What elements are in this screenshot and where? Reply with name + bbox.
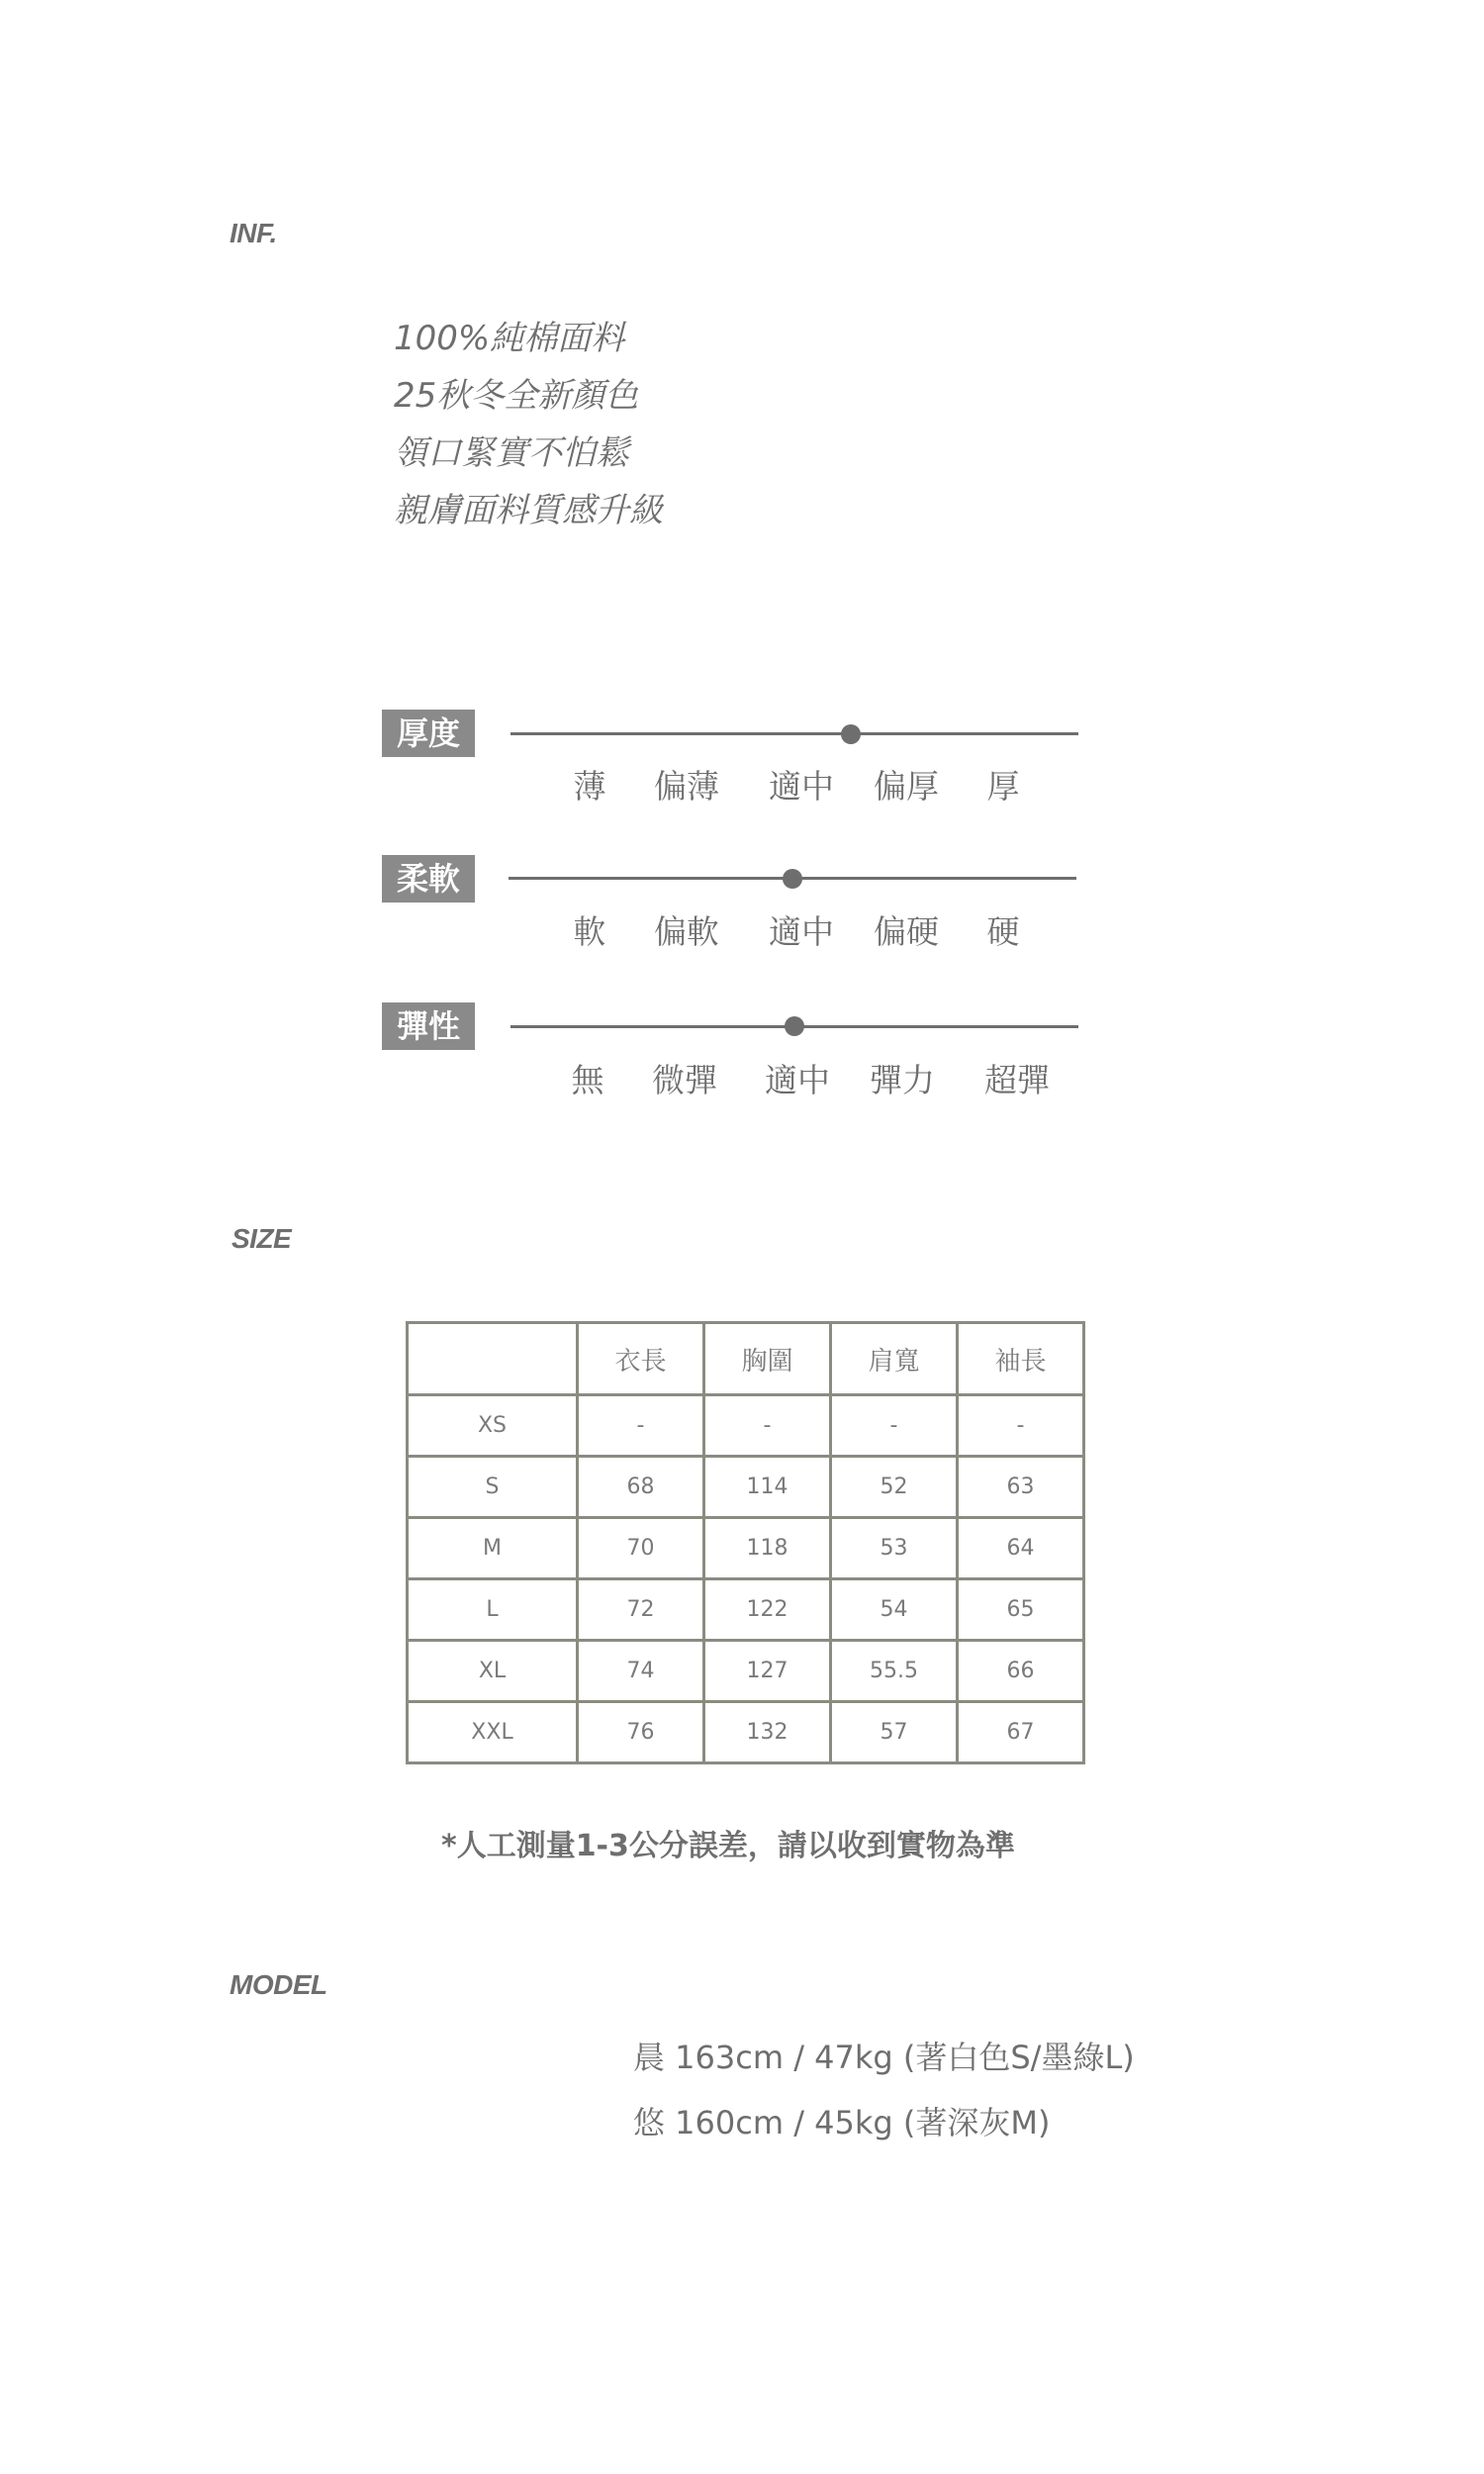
inf-feature-line: 100%純棉面料 [394,319,625,358]
measurement-note: *人工測量1-3公分誤差，請以收到實物為準 [441,1829,1015,1863]
attribute-option: 無 [571,1061,604,1099]
model-title: MODEL [230,1969,327,2000]
table-cell: 127 [704,1641,831,1702]
table-cell: 54 [831,1579,958,1641]
model-info-line: 晨 163cm / 47kg (著白色S/墨綠L) [633,2039,1135,2076]
table-cell: - [704,1395,831,1457]
table-row [408,1702,1084,1763]
attribute-option: 偏軟 [654,912,719,951]
attribute-option: 微彈 [652,1061,717,1099]
table-cell: 68 [578,1457,704,1518]
size-label-cell: M [408,1518,578,1579]
attribute-option: 偏厚 [874,767,939,806]
size-table-header-cell: 肩寬 [831,1323,958,1395]
table-cell: 52 [831,1457,958,1518]
size-table [406,1321,1085,1764]
table-cell: 72 [578,1579,704,1641]
attribute-option: 軟 [573,912,606,951]
attribute-option: 厚 [986,767,1020,806]
attribute-scale-line [510,732,1078,735]
attribute-label: 彈性 [382,1002,475,1050]
attribute-label: 柔軟 [382,855,475,903]
inf-feature-line: 領口緊實不怕鬆 [394,433,629,473]
attribute-indicator-dot [785,1016,804,1036]
inf-feature-line: 25秋冬全新顏色 [394,376,639,416]
attribute-indicator-dot [783,869,802,889]
attribute-option: 偏硬 [874,912,939,951]
table-cell: 67 [958,1702,1084,1763]
table-cell: 64 [958,1518,1084,1579]
table-cell: 66 [958,1641,1084,1702]
model-info-line: 悠 160cm / 45kg (著深灰M) [633,2104,1051,2141]
size-label-cell: XXL [408,1702,578,1763]
size-label-cell: S [408,1457,578,1518]
table-cell: 65 [958,1579,1084,1641]
attribute-option: 彈力 [870,1061,935,1099]
attribute-option: 適中 [769,912,834,951]
table-cell: 132 [704,1702,831,1763]
attribute-indicator-dot [841,724,861,744]
attribute-option: 超彈 [984,1061,1050,1099]
attribute-label: 厚度 [382,710,475,757]
size-label-cell: XS [408,1395,578,1457]
attribute-option: 偏薄 [654,767,719,806]
size-table-header-cell: 衣長 [578,1323,704,1395]
attribute-option: 適中 [765,1061,830,1099]
table-cell: - [831,1395,958,1457]
attribute-option: 硬 [986,912,1020,951]
table-cell: 118 [704,1518,831,1579]
table-row [408,1641,1084,1702]
table-row [408,1518,1084,1579]
size-table-header-cell [408,1323,578,1395]
inf-feature-list [394,310,663,539]
table-cell: 63 [958,1457,1084,1518]
size-label-cell: L [408,1579,578,1641]
table-cell: 114 [704,1457,831,1518]
table-cell: 70 [578,1518,704,1579]
table-cell: - [578,1395,704,1457]
inf-title: INF. [230,218,277,248]
size-label-cell: XL [408,1641,578,1702]
table-cell: 76 [578,1702,704,1763]
table-row [408,1579,1084,1641]
attribute-option: 適中 [769,767,834,806]
attribute-option: 薄 [573,767,606,806]
size-table-header-row [408,1323,1084,1395]
inf-feature-line: 親膚面料質感升級 [394,491,663,530]
table-cell: 74 [578,1641,704,1702]
size-table-header-cell: 袖長 [958,1323,1084,1395]
table-row [408,1395,1084,1457]
size-table-header-cell: 胸圍 [704,1323,831,1395]
table-row [408,1457,1084,1518]
table-cell: 55.5 [831,1641,958,1702]
table-cell: 122 [704,1579,831,1641]
table-cell: - [958,1395,1084,1457]
table-cell: 57 [831,1702,958,1763]
table-cell: 53 [831,1518,958,1579]
size-title: SIZE [232,1223,292,1254]
